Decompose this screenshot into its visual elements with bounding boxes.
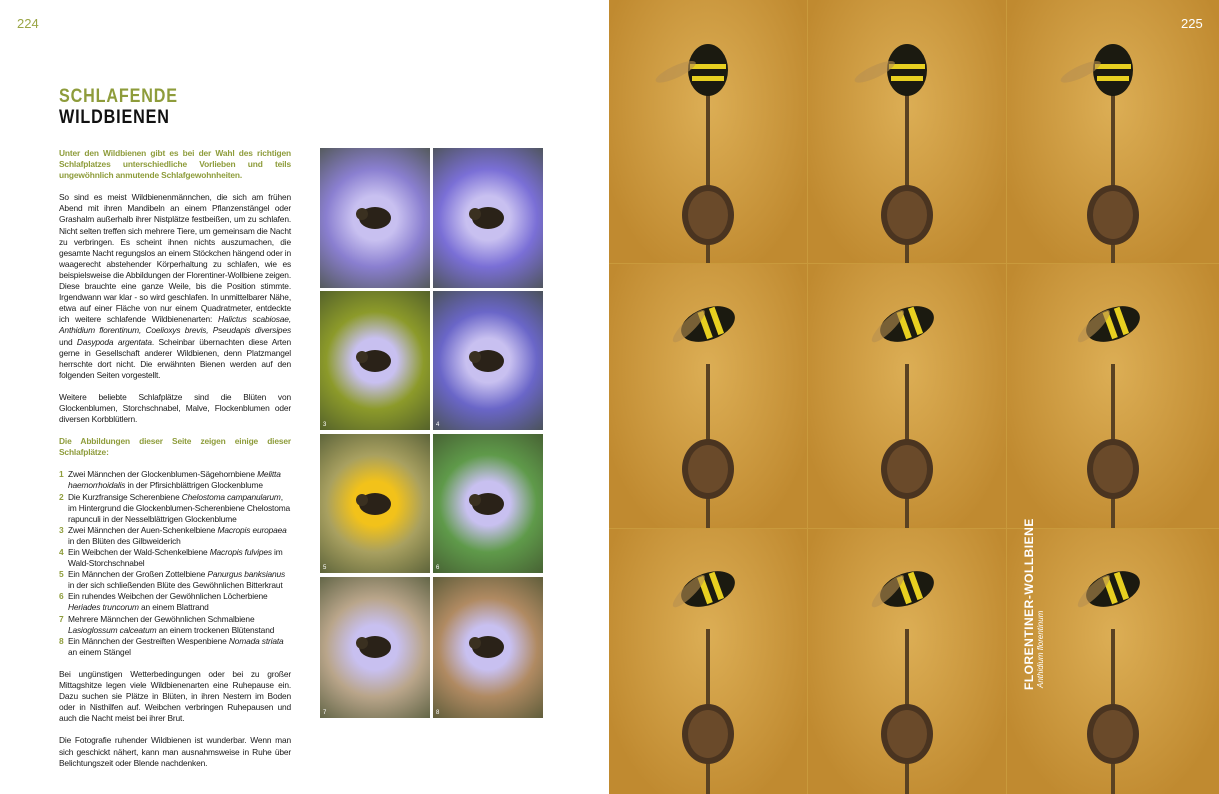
paragraph-3: Bei ungünstigen Wetterbedingungen oder bei zu großer Mittagshitze legen viele Wildbienenarten eine Ruhepause ein. Dazu suchen sie Plätze in Blüten, in ihren Nestern im Boden oder in Nisthilfen auf. Weibchen verbringen Ruhepausen und auch die Nacht meist bei ihrer Brut. xyxy=(59,668,291,724)
thumbnail-photo-7 xyxy=(320,577,430,718)
caption-text xyxy=(68,614,291,636)
caption-text xyxy=(68,469,291,491)
right-page-photo-grid xyxy=(609,0,1219,794)
caption-species: Macropis fulvipes xyxy=(209,547,272,557)
thumbnail-photo-1 xyxy=(320,148,430,288)
caption-text xyxy=(68,547,291,569)
caption-list xyxy=(59,469,291,658)
caption-a: Die Kurzfransige Scherenbiene xyxy=(68,491,182,502)
lead-paragraph: Unter den Wildbienen gibt es bei der Wahl des richtigen Schlafplatzes unterschiedliche Vorlieben und teils ungewöhnlich anmutende Schlafgewohnheiten. xyxy=(59,148,291,181)
thumbnail-photo-5 xyxy=(320,434,430,573)
thumbnail-photo-2 xyxy=(433,148,543,288)
caption-number: 7 xyxy=(59,613,64,624)
photo-number: 7 xyxy=(323,710,327,716)
caption-item xyxy=(59,636,291,658)
paragraph-4: Die Fotografie ruhender Wildbienen ist wunderbar. Wenn man sich geschickt nähert, kann man ausnahmsweise in Ruhe über Belichtungszeit oder Blende nachdenken. xyxy=(59,735,291,768)
caption-number: 3 xyxy=(59,524,64,535)
caption-b: an einem Stängel xyxy=(68,646,131,657)
caption-text xyxy=(68,525,291,547)
bee-photo xyxy=(609,0,807,263)
caption-b: , im Hintergrund die Glockenblumen-Scherenbiene Chelostoma rapunculi in der Nesselblättrigen Glockenblume xyxy=(68,491,291,524)
caption-item xyxy=(59,525,291,547)
species-label xyxy=(1022,518,1045,690)
bee-on-stem-icon xyxy=(1007,0,1219,263)
caption-item xyxy=(59,547,291,569)
caption-number: 5 xyxy=(59,569,64,580)
caption-heading: Die Abbildungen dieser Seite zeigen einige dieser Schlafplätze: xyxy=(59,436,291,458)
bee-icon xyxy=(433,291,543,430)
caption-number: 2 xyxy=(59,491,64,502)
caption-text xyxy=(68,636,291,658)
bee-icon xyxy=(320,291,430,430)
caption-item xyxy=(59,614,291,636)
species-latin: Anthidium florentinum xyxy=(1036,610,1045,688)
bee-photo xyxy=(808,264,1006,528)
page-number-left: 224 xyxy=(17,16,39,31)
caption-b: in der Pfirsichblättrigen Glockenblume xyxy=(125,480,263,491)
left-page xyxy=(0,0,609,794)
bee-photo xyxy=(1007,0,1219,263)
bee-on-stem-icon xyxy=(808,529,1006,794)
bee-photo xyxy=(808,0,1006,263)
bee-icon xyxy=(433,577,543,717)
caption-species: Nomada striata xyxy=(228,635,284,646)
caption-text xyxy=(68,492,291,525)
photo-number: 8 xyxy=(436,710,440,716)
photo-number: 6 xyxy=(436,565,440,571)
thumbnail-photo-6 xyxy=(433,434,543,573)
bee-photo xyxy=(609,264,807,528)
bee-icon xyxy=(320,148,430,288)
caption-a: Ein Weibchen der Wald-Schenkelbiene xyxy=(68,547,210,557)
caption-b: in den Blüten des Gilbweiderich xyxy=(68,535,181,546)
caption-number: 4 xyxy=(59,547,64,557)
caption-a: Zwei Männchen der Auen-Schenkelbiene xyxy=(68,524,218,535)
caption-species: Chelostoma campanularum xyxy=(181,491,281,502)
p1-text: So sind es meist Wildbienenmännchen, die sich am frühen Abend mit ihren Mandibeln an einem Pflanzenstängel oder Grashalm außerhalb ihrer Nistplätze festbeißen, um zu schlafen. Nicht selten treffen sich mehrere Tiere, um gemeinsam die Nacht zu verbringen. Es scheint ihnen nichts auszumachen, die gesamte Nacht regungslos an einem Stöckchen hängend oder in waagerecht abstehender Körperhaltung zu schlafen, wie es beispielsweise die Abbildungen der Florentiner-Wollbiene zeigen. Diese brauchte eine ganze Weile, bis die Position stimmte. Irgendwann war klar - so wird geschlafen. In unmittelbarer Nähe, etwa auf einer Fläche von nur einem Quadratmeter, entdeckte ich weitere schlafende Wildbienenarten: xyxy=(59,192,291,325)
caption-species: Panurgus banksianus xyxy=(207,569,286,580)
caption-a: Zwei Männchen der Glockenblumen-Sägehornbiene xyxy=(68,469,258,480)
thumbnail-photo-4 xyxy=(433,291,543,430)
caption-a: Ein Männchen der Gestreiften Wespenbiene xyxy=(68,635,229,646)
page-number-right: 225 xyxy=(1181,16,1203,31)
caption-item xyxy=(59,492,291,525)
bee-on-stem-icon xyxy=(808,264,1006,528)
photo-number: 4 xyxy=(436,422,440,428)
caption-a: Ein ruhendes Weibchen der Gewöhnlichen Löcherbiene xyxy=(68,591,268,602)
caption-a: Mehrere Männchen der Gewöhnlichen Schmalbiene xyxy=(68,613,255,624)
caption-number: 8 xyxy=(59,635,64,646)
caption-text xyxy=(68,569,291,591)
caption-number: 6 xyxy=(59,591,64,602)
bee-photo xyxy=(808,529,1006,794)
caption-b: an einem trockenen Blütenstand xyxy=(156,624,275,635)
caption-item xyxy=(59,591,291,613)
species-title: FLORENTINER-WOLLBIENE xyxy=(1022,518,1036,690)
caption-number: 1 xyxy=(59,469,64,480)
bee-photo xyxy=(609,529,807,794)
bee-icon xyxy=(433,434,543,573)
title-line-1: SCHLAFENDE xyxy=(59,86,178,107)
thumbnail-photo-8 xyxy=(433,577,543,718)
p1-species: Halictus scabiosae, Anthidium florentinum, Coelioxys brevis, Pseudapis diversipes xyxy=(59,314,291,336)
bee-icon xyxy=(320,434,430,573)
caption-b: in der sich schließenden Blüte des Gewöhnlichen Bitterkraut xyxy=(68,580,283,591)
caption-item xyxy=(59,469,291,491)
thumbnail-photo-3 xyxy=(320,291,430,430)
p1-text-b: . Scheinbar übernachten diese Arten gerne in Gesellschaft anderer Wildbienen, denn Platzmangel herrschte dort nicht. Die erwähnten Bienen werden auf den folgenden Seiten vorgestellt. xyxy=(59,336,291,380)
caption-species: Melitta haemorrhoidalis xyxy=(68,469,281,491)
paragraph-1 xyxy=(59,192,291,381)
caption-text xyxy=(68,591,291,613)
caption-b: an einem Blattrand xyxy=(138,602,209,613)
bee-photo xyxy=(1007,264,1219,528)
bee-icon xyxy=(320,577,430,717)
photo-number: 5 xyxy=(323,565,327,571)
bee-icon xyxy=(433,148,543,288)
title-line-2: WILDBIENEN xyxy=(59,107,170,128)
bee-on-stem-icon xyxy=(609,0,807,263)
paragraph-2: Weitere beliebte Schlafplätze sind die Blüten von Glockenblumen, Storchschnabel, Malve, Flockenblumen oder diversen Korbblütlern. xyxy=(59,391,291,425)
caption-a: Ein Männchen der Großen Zottelbiene xyxy=(68,569,208,580)
caption-species: Lasioglossum calceatum xyxy=(68,624,157,635)
bee-on-stem-icon xyxy=(609,264,807,528)
photo-number: 3 xyxy=(323,422,327,428)
p1-species2: Dasypoda argentata xyxy=(76,336,152,347)
caption-species: Macropis europaea xyxy=(217,524,287,535)
p1-und: und xyxy=(59,336,77,347)
body-text xyxy=(59,148,291,780)
caption-species: Heriades truncorum xyxy=(68,602,139,613)
bee-on-stem-icon xyxy=(1007,264,1219,528)
bee-on-stem-icon xyxy=(808,0,1006,263)
bee-on-stem-icon xyxy=(609,529,807,794)
caption-item xyxy=(59,569,291,591)
caption-b: im Wald-Storchschnabel xyxy=(68,547,283,569)
